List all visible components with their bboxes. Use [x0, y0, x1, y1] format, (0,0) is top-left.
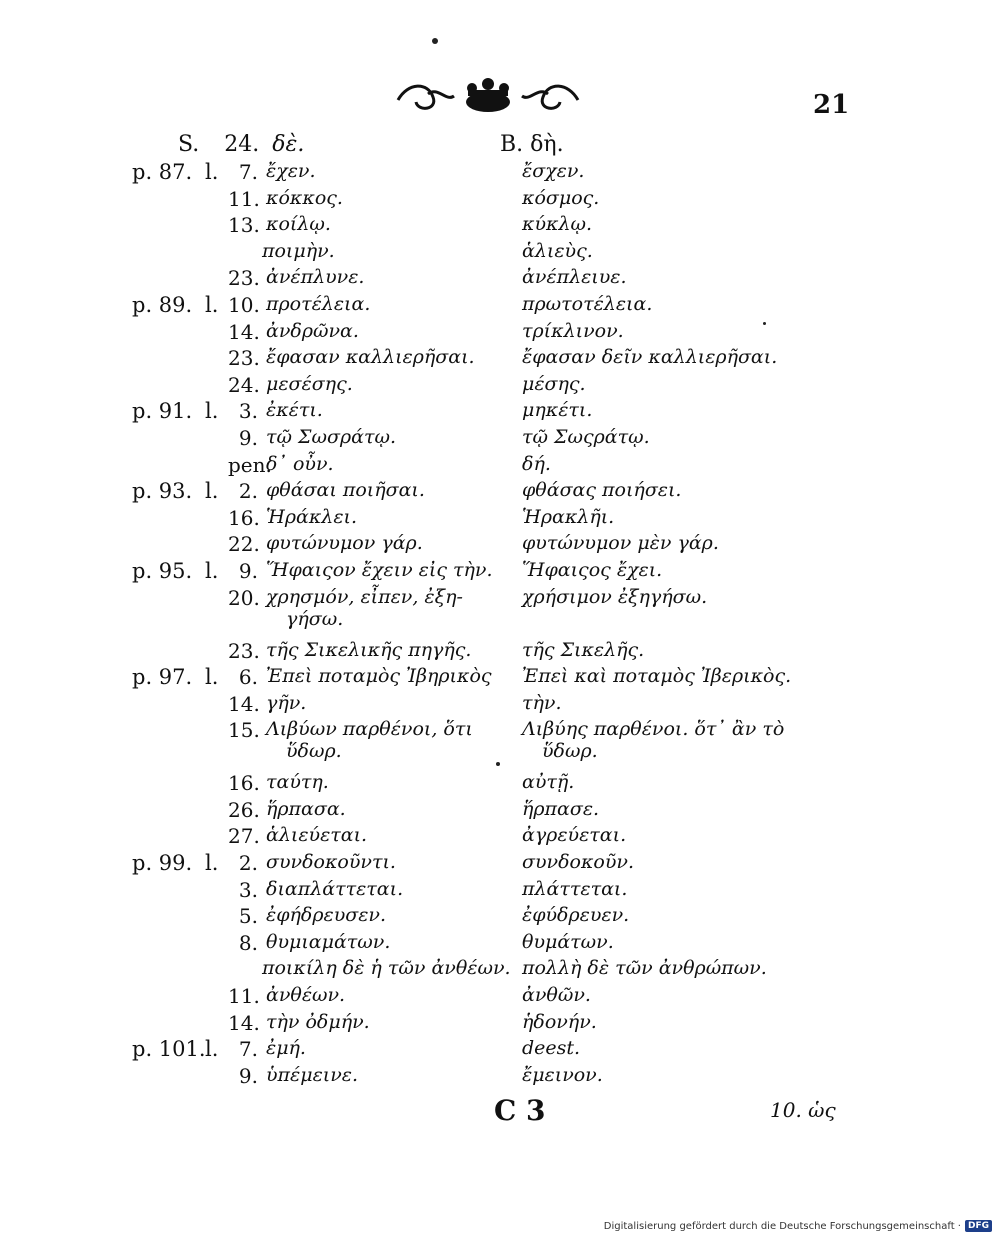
line-number: 23.	[228, 638, 260, 663]
corrected-text-line: ἥρπασε.	[522, 797, 600, 820]
erroneous-text-line: ἁλιεύεται.	[266, 824, 368, 847]
corrected-text-line: πολλὴ δὲ τῶν ἀνθρώπων.	[522, 957, 767, 980]
errata-row	[0, 559, 1000, 586]
corrected-text	[522, 426, 650, 448]
corrected-text-line: ἡδονήν.	[522, 1010, 597, 1033]
header-num: 24.	[224, 132, 260, 157]
errata-row	[0, 240, 1000, 267]
erroneous-text	[266, 904, 386, 926]
line-marker: l.	[205, 160, 219, 184]
catchword: 10. ὡς	[770, 1098, 836, 1122]
line-number: 6.	[238, 665, 258, 690]
line-number: pen.	[228, 452, 272, 477]
errata-row	[0, 692, 1000, 719]
corrected-text	[522, 479, 681, 501]
erroneous-text-line: ἔφασαν καλλιερῆσαι.	[266, 346, 475, 369]
corrected-text-line: ἀγρεύεται.	[522, 824, 627, 847]
erroneous-text-line: ἐφήδρευσεν.	[266, 904, 386, 927]
erroneous-text-line: ἐμή.	[266, 1037, 306, 1060]
corrected-text-line: τρίκλινον.	[522, 319, 624, 342]
footer-credit	[604, 1220, 992, 1232]
corrected-text-line: τῆς Σικελῆς.	[522, 638, 645, 661]
corrected-text-line: δή.	[522, 452, 551, 475]
errata-row	[0, 957, 1000, 984]
errata-row	[0, 293, 1000, 320]
corrected-text-line: χρήσιμον ἐξηγήσω.	[522, 585, 708, 608]
corrected-text-line: Ἥφαιςος ἔχει.	[522, 558, 663, 581]
corrected-text	[522, 293, 652, 315]
line-number: 8.	[238, 930, 258, 955]
erroneous-text	[266, 426, 396, 448]
erroneous-text-line: διαπλάττεται.	[266, 877, 404, 900]
corrected-text-line: κόσμος.	[522, 186, 600, 209]
line-number: 9.	[238, 425, 258, 450]
erroneous-text-line: φυτώνυμον γάρ.	[266, 532, 423, 555]
line-number: 16.	[228, 771, 260, 796]
corrected-text	[522, 320, 624, 342]
erroneous-text	[266, 1037, 306, 1059]
erroneous-text-line: ἀνδρῶνα.	[266, 319, 359, 342]
corrected-text	[522, 399, 592, 421]
corrected-text	[522, 1011, 597, 1033]
corrected-text	[522, 798, 599, 820]
corrected-text-line: deest.	[522, 1037, 581, 1060]
erroneous-text	[266, 213, 331, 235]
errata-row	[0, 346, 1000, 373]
errata-list	[0, 160, 1000, 1090]
line-number: 3.	[238, 399, 258, 424]
header-section: S.	[178, 132, 200, 157]
errata-row	[0, 320, 1000, 347]
line-marker: l.	[205, 399, 219, 424]
errata-row	[0, 479, 1000, 506]
corrected-text-continuation: ὕδωρ.	[542, 740, 598, 763]
header-ornament	[388, 72, 588, 122]
corrected-text	[522, 586, 707, 608]
erroneous-text	[266, 399, 323, 421]
errata-row	[0, 639, 1000, 666]
erroneous-text	[266, 665, 492, 687]
erroneous-text	[266, 639, 471, 661]
errata-row	[0, 373, 1000, 400]
errata-row	[0, 1011, 1000, 1038]
erroneous-text	[266, 559, 492, 581]
corrected-text-line: συνδοκοῦν.	[522, 851, 634, 874]
corrected-text-line: Ἡρακλῆι.	[522, 505, 615, 528]
erroneous-text	[266, 1064, 358, 1086]
errata-row	[0, 851, 1000, 878]
dfg-logo: DFG	[965, 1220, 992, 1232]
errata-row	[0, 771, 1000, 798]
corrected-text	[522, 266, 627, 288]
line-marker: l.	[205, 292, 219, 317]
corrected-text-line: φυτώνυμον μὲν γάρ.	[522, 532, 719, 555]
corrected-text	[522, 1064, 603, 1086]
line-marker: l.	[205, 851, 219, 876]
erroneous-text	[266, 718, 473, 762]
erroneous-text-line: τὴν ὀδμήν.	[266, 1010, 370, 1033]
erroneous-text-continuation: γήσω.	[286, 607, 344, 630]
corrected-text	[522, 984, 591, 1006]
errata-row	[0, 1037, 1000, 1064]
line-number: 2.	[238, 479, 258, 504]
erroneous-text-line: συνδοκοῦντι.	[266, 851, 396, 874]
erroneous-text	[266, 586, 463, 630]
line-number: 14.	[228, 691, 260, 716]
corrected-text	[522, 957, 767, 979]
errata-row	[0, 586, 1000, 639]
line-number: 7.	[238, 160, 258, 184]
corrected-text-line: πρωτοτέλεια.	[522, 292, 653, 315]
erroneous-text	[266, 851, 396, 873]
erroneous-text-line: ὑπέμεινε.	[266, 1063, 359, 1086]
erroneous-text-line: Ἡράκλει.	[266, 505, 358, 528]
header-word: δὲ.	[272, 132, 305, 157]
erroneous-text	[266, 1011, 370, 1033]
page-number: 21	[813, 90, 850, 120]
line-number: 7.	[238, 1037, 258, 1062]
erroneous-text	[262, 240, 335, 262]
erroneous-text-line: κοίλῳ.	[266, 213, 331, 236]
errata-row	[0, 718, 1000, 771]
corrected-text-line: αὐτῇ.	[522, 771, 575, 794]
line-number: 23.	[228, 346, 260, 371]
line-number: 11.	[228, 984, 260, 1009]
footer-text: Digitalisierung gefördert durch die Deutsche Forschungsgemeinschaft ·	[603, 1220, 961, 1232]
errata-row	[0, 213, 1000, 240]
erroneous-text	[266, 506, 357, 528]
corrected-text	[522, 453, 551, 475]
page-ref: p. 101.	[132, 1037, 206, 1062]
corrected-text-line: φθάσας ποιήσει.	[522, 479, 682, 502]
erroneous-text	[266, 931, 390, 953]
erroneous-text-line: χρησμόν, εἶπεν, ἐξη-	[266, 585, 463, 608]
errata-row	[0, 824, 1000, 851]
corrected-text-line: μηκέτι.	[522, 399, 593, 422]
page-ref: p. 89.	[132, 292, 193, 317]
corrected-text	[522, 1037, 580, 1059]
corrected-text-line: Ἐπεὶ καὶ ποταμὸς Ἰβερικὸς.	[522, 665, 792, 688]
page-ref: p. 87.	[132, 160, 193, 184]
corrected-text-line: τὴν.	[522, 691, 562, 714]
corrected-text	[522, 878, 627, 900]
errata-row	[0, 506, 1000, 533]
erroneous-text-line: κόκκος.	[266, 186, 343, 209]
corrected-text-line: Λιβύης παρθένοι. ὅτ᾽ ἂν τὸ	[522, 718, 785, 741]
erroneous-text	[266, 320, 359, 342]
corrected-text-line: μέσης.	[522, 372, 586, 395]
erroneous-text-continuation: ὕδωρ.	[286, 740, 342, 763]
erroneous-text	[266, 532, 423, 554]
signature-mark: C 3	[494, 1094, 546, 1127]
errata-row	[0, 187, 1000, 214]
erroneous-text	[266, 984, 345, 1006]
line-number: 9.	[238, 558, 258, 583]
erroneous-text-line: ποικίλη δὲ ἡ τῶν ἀνθέων.	[262, 957, 511, 980]
erroneous-text-line: τῆς Σικελικῆς πηγῆς.	[266, 638, 472, 661]
erroneous-text-line: γῆν.	[266, 691, 307, 714]
erroneous-text	[266, 266, 364, 288]
corrected-text	[522, 851, 634, 873]
line-number: 23.	[228, 266, 260, 291]
corrected-text	[522, 373, 586, 395]
corrected-text	[522, 532, 719, 554]
errata-row	[0, 1064, 1000, 1091]
erroneous-text	[266, 453, 334, 475]
corrected-text-line: ἐφύδρευεν.	[522, 904, 630, 927]
corrected-text-line: ἔφασαν δεῖν καλλιερῆσαι.	[522, 346, 778, 369]
corrected-text-line: κύκλῳ.	[522, 213, 593, 236]
corrected-text	[522, 346, 777, 368]
erroneous-text	[266, 293, 370, 315]
errata-row	[0, 426, 1000, 453]
erroneous-text-line: ἐκέτι.	[266, 399, 323, 422]
erroneous-text	[266, 346, 475, 368]
corrected-text-line: ἀνέπλειυε.	[522, 266, 627, 289]
line-number: 13.	[228, 213, 260, 238]
corrected-text	[522, 240, 593, 262]
page-ref: p. 93.	[132, 479, 193, 504]
corrected-text	[522, 506, 614, 528]
erroneous-text-line: δ᾽ οὖν.	[266, 452, 334, 475]
page-ref: p. 99.	[132, 851, 193, 876]
erroneous-text	[266, 798, 346, 820]
header-right: B. δὴ.	[500, 132, 564, 157]
erroneous-text	[266, 187, 343, 209]
errata-row	[0, 160, 1000, 187]
line-number: 14.	[228, 1010, 260, 1035]
corrected-text	[522, 187, 599, 209]
erroneous-text	[262, 957, 511, 979]
corrected-text-line: θυμάτων.	[522, 930, 614, 953]
erroneous-text-line: Λιβύων παρθένοι, ὅτι	[266, 718, 473, 741]
header-left	[178, 132, 304, 157]
line-number: 10.	[228, 292, 260, 317]
line-number: 2.	[238, 851, 258, 876]
line-marker: l.	[205, 665, 219, 690]
corrected-text	[522, 931, 614, 953]
erroneous-text	[266, 479, 425, 501]
corrected-text-line: ἀνθῶν.	[522, 984, 591, 1007]
corrected-text	[522, 639, 644, 661]
line-number: 3.	[238, 877, 258, 902]
corrected-text-line: ἔσχεν.	[522, 160, 585, 182]
corrected-text	[522, 718, 784, 762]
page-ref: p. 91.	[132, 399, 193, 424]
line-number: 11.	[228, 186, 260, 211]
erroneous-text	[266, 373, 353, 395]
line-number: 16.	[228, 505, 260, 530]
erroneous-text-line: προτέλεια.	[266, 292, 371, 315]
corrected-text	[522, 213, 592, 235]
ink-speck	[763, 322, 766, 325]
errata-row	[0, 984, 1000, 1011]
errata-row	[0, 904, 1000, 931]
line-number: 5.	[238, 904, 258, 929]
line-number: 27.	[228, 824, 260, 849]
line-number: 9.	[238, 1063, 258, 1088]
line-number: 22.	[228, 532, 260, 557]
corrected-text	[522, 692, 561, 714]
erroneous-text-line: Ἥφαιςον ἔχειν εἰς τὴν.	[266, 558, 493, 581]
erroneous-text-line: ἀνθέων.	[266, 984, 346, 1007]
corrected-text	[522, 665, 791, 687]
line-marker: l.	[205, 1037, 219, 1062]
corrected-text-line: πλάττεται.	[522, 877, 628, 900]
erroneous-text	[266, 824, 367, 846]
corrected-text-line: ἔμεινον.	[522, 1063, 603, 1086]
erroneous-text-line: ἥρπασα.	[266, 797, 346, 820]
errata-row	[0, 665, 1000, 692]
erroneous-text-line: ἀνέπλυνε.	[266, 266, 365, 289]
erroneous-text-line: ἔχεν.	[266, 160, 316, 182]
errata-row	[0, 399, 1000, 426]
line-marker: l.	[205, 558, 219, 583]
erroneous-text-line: ποιμὴν.	[262, 239, 335, 262]
corrected-text	[522, 559, 662, 581]
ink-speck	[432, 38, 438, 44]
line-number: 26.	[228, 797, 260, 822]
line-number: 24.	[228, 372, 260, 397]
erroneous-text	[266, 771, 329, 793]
page-ref: p. 97.	[132, 665, 193, 690]
corrected-text	[522, 904, 629, 926]
errata-row	[0, 878, 1000, 905]
corrected-text-line: ἁλιεὺς.	[522, 239, 593, 262]
erroneous-text	[266, 878, 403, 900]
erroneous-text	[266, 160, 316, 182]
corrected-text	[522, 160, 584, 182]
corrected-text-line: τῷ Σωςράτῳ.	[522, 425, 650, 448]
erroneous-text-line: τῷ Σωσράτῳ.	[266, 425, 396, 448]
errata-row	[0, 532, 1000, 559]
erroneous-text	[266, 692, 306, 714]
errata-row	[0, 453, 1000, 480]
erroneous-text-line: ταύτη.	[266, 771, 329, 794]
corrected-text	[522, 824, 626, 846]
ink-speck	[496, 762, 500, 766]
errata-row	[0, 266, 1000, 293]
erroneous-text-line: Ἐπεὶ ποταμὸς Ἰβηρικὸς	[266, 665, 492, 688]
erroneous-text-line: θυμιαμάτων.	[266, 930, 391, 953]
line-number: 14.	[228, 319, 260, 344]
erroneous-text-line: μεσέσης.	[266, 372, 353, 395]
page-ref: p. 95.	[132, 558, 193, 583]
corrected-text	[522, 771, 574, 793]
errata-row	[0, 931, 1000, 958]
errata-row	[0, 798, 1000, 825]
line-marker: l.	[205, 479, 219, 504]
line-number: 20.	[228, 585, 260, 610]
line-number: 15.	[228, 718, 260, 743]
erroneous-text-line: φθάσαι ποιῆσαι.	[266, 479, 425, 502]
